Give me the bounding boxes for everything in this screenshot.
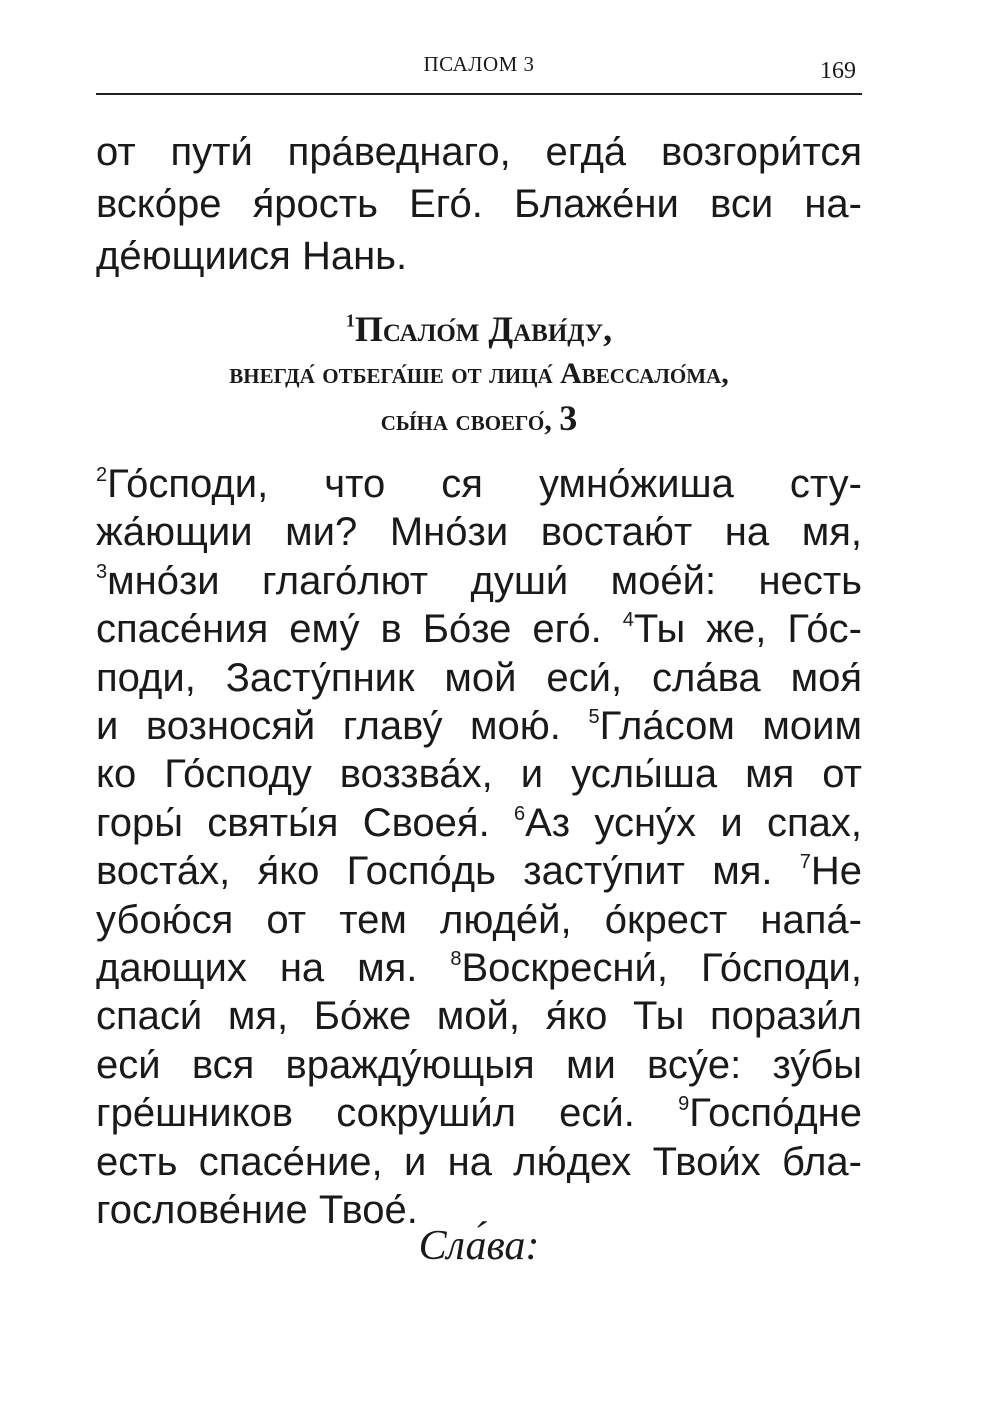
text-line <box>96 992 862 1040</box>
text-line <box>96 508 862 556</box>
text-line <box>96 557 862 605</box>
text-line <box>96 654 862 702</box>
text-line: де́ющиися Нань. <box>96 234 408 278</box>
text-line <box>96 605 862 653</box>
text-line <box>96 750 862 798</box>
psalm-body <box>96 460 862 1235</box>
verse-number: 4 <box>622 609 634 632</box>
verse-text: ко Го́споду воззва́х, и услы́ша мя от <box>96 752 862 797</box>
heading-line <box>96 306 862 352</box>
running-title: ПСАЛОМ 3 <box>423 52 535 76</box>
verse-number: 1 <box>345 310 355 331</box>
page-number: 169 <box>820 58 856 84</box>
verse-number: 3 <box>96 560 108 583</box>
verse-text: дающих на мя. <box>96 946 451 991</box>
verse-text: Аз усну́х и спах, <box>525 800 862 845</box>
verse-text: Гла́сом моим <box>599 704 862 749</box>
text-line <box>96 847 862 895</box>
verse-text: еси́ вся вражду́ющыя ми всу́е: зу́бы <box>96 1042 862 1087</box>
heading-text: Псало́м Дави́ду, <box>354 309 613 349</box>
text-line <box>96 1138 862 1186</box>
verse-text: спаси́ мя, Бо́же мой, я́ко Ты порази́л <box>96 994 862 1039</box>
text-line <box>96 1041 862 1089</box>
verse-number: 9 <box>678 1093 690 1116</box>
text-line: вско́ре я́рость Его́. Блаже́ни вси на- <box>96 182 862 226</box>
verse-text: и возносяй главу́ мою́. <box>96 704 589 749</box>
psalm-heading <box>96 306 862 443</box>
verse-text: поди, Засту́пник мой еси́, сла́ва моя́ <box>96 655 862 700</box>
psalm-number: 3 <box>559 398 578 438</box>
verse-text: Ты же, Го́с- <box>633 607 862 652</box>
text-line <box>96 799 862 847</box>
verse-number: 8 <box>450 948 462 971</box>
verse-text: гослове́ние Твое́. <box>96 1188 418 1233</box>
text-line <box>96 702 862 750</box>
text-line <box>96 460 862 508</box>
gloria-rubric: Сла́ва: <box>418 1223 540 1269</box>
verse-text: Воскресни́, Го́споди, <box>461 946 862 991</box>
verse-number: 5 <box>588 706 600 729</box>
verse-text: Го́споди, что ся умно́жиша сту- <box>107 462 862 506</box>
verse-number: 6 <box>513 802 526 825</box>
continued-text <box>96 126 862 282</box>
header-rule <box>96 93 862 95</box>
text-line <box>96 1089 862 1137</box>
verse-text: воста́х, я́ко Госпо́дь засту́пит мя. <box>96 849 800 894</box>
text-line: от пути́ пра́веднаго, егда́ возгори́тся <box>96 130 862 174</box>
verse-text: Госпо́дне <box>689 1091 862 1136</box>
text-line <box>96 944 862 992</box>
verse-text: Не <box>810 849 862 894</box>
running-head <box>96 52 862 88</box>
verse-text: мно́зи глаго́лют души́ мое́й: несть <box>107 558 862 603</box>
heading-text: сы́на своего́, <box>380 404 552 437</box>
text-line <box>96 896 862 944</box>
verse-text: горы́ святы́я Своея́. <box>96 800 514 845</box>
heading-line: внегда́ отбега́ше от лица́ Авессало́ма, <box>229 357 729 390</box>
verse-number: 7 <box>799 851 811 874</box>
verse-text: гре́шников сокруши́л еси́. <box>96 1091 679 1136</box>
verse-text: спасе́ния ему́ в Бо́зе его́. <box>96 607 623 652</box>
heading-line <box>96 396 862 443</box>
verse-text: жа́ющии ми? Мно́зи востаю́т на мя, <box>96 510 862 555</box>
verse-text: убою́ся от тем люде́й, о́крест напа́- <box>96 897 862 942</box>
verse-number: 2 <box>96 464 108 486</box>
verse-text: есть спасе́ние, и на лю́дех Твои́х бла- <box>96 1139 862 1184</box>
